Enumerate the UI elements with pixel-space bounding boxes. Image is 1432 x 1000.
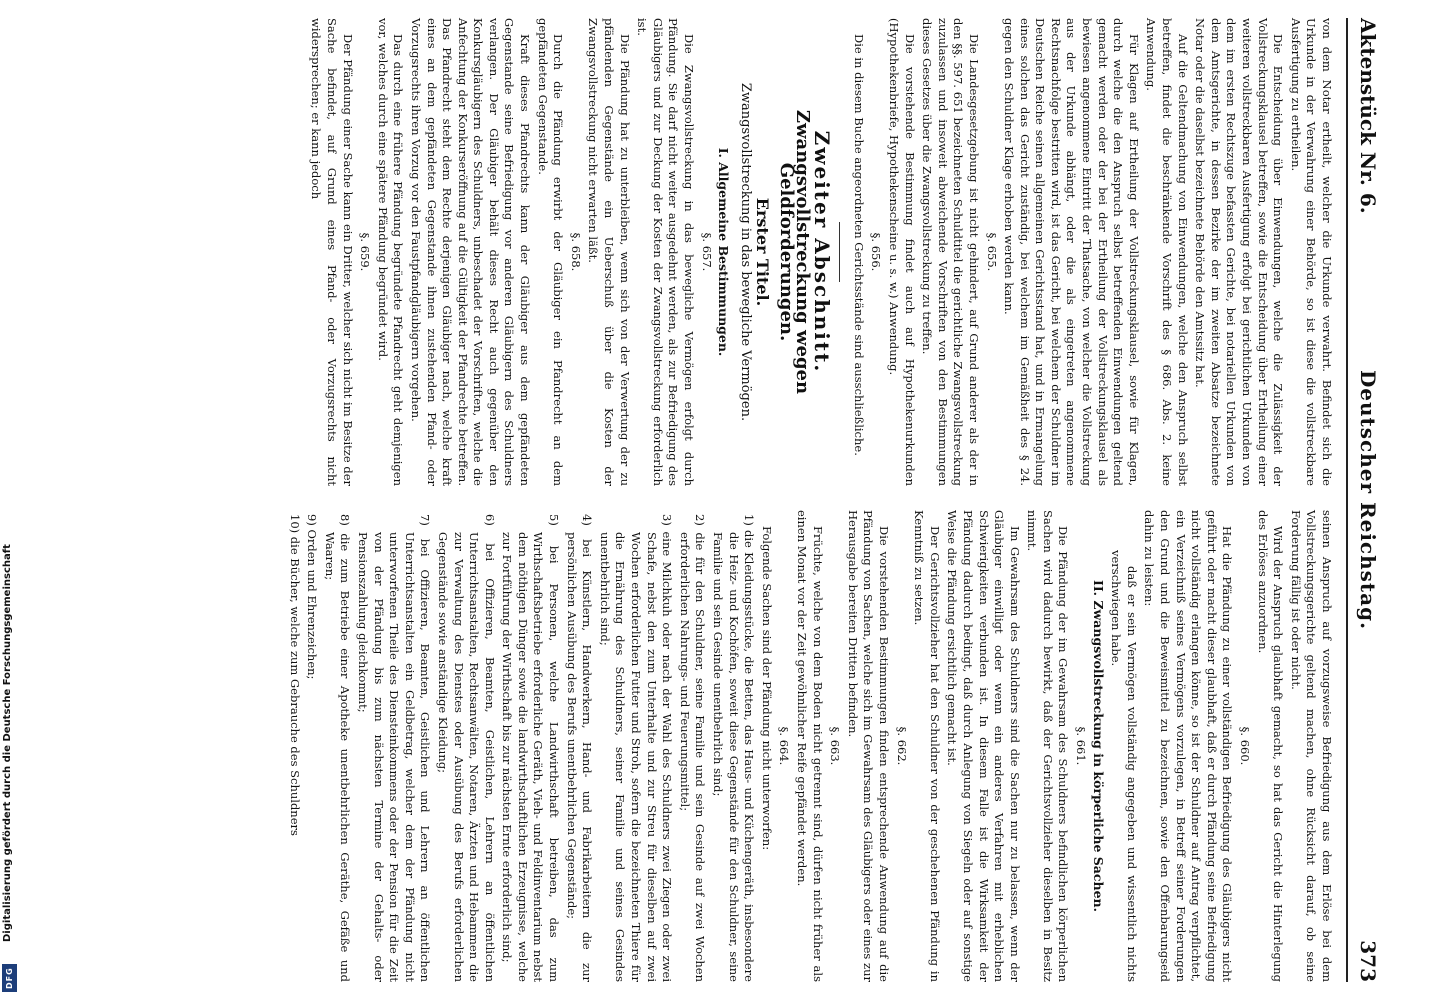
paragraph: Wird der Anspruch glaubhaft gemacht, so hat das Gericht die Hinterlegung des Erlöses anzuordnen. bbox=[1255, 510, 1286, 982]
section-number: §. 655. bbox=[984, 232, 999, 272]
section-number: §. 662. bbox=[894, 726, 909, 766]
page-title: Deutscher Reichstag. bbox=[1356, 369, 1380, 631]
list-item: 3) eine Milchkuh oder nach der Wahl des Schuldners zwei Ziegen oder zwei Schafe, nebst den zum Unterhalte und zur Streu für dieselben auf zwei Wochen erforderlichen Futter und Stroh, sofern die bezeichneten Thiere für die Ernährung des Schuldners, seiner Familie und seines Gesindes unentbehrlich sind; bbox=[597, 514, 675, 982]
title-heading: Erster Titel. bbox=[753, 197, 773, 307]
paragraph: Die Entscheidung über Einwendungen, welche die Zulässigkeit der Vollstreckungsklausel betreffen, sowie die Entscheidung über Ertheilung einer weiteren vollstreckbaren Ausfertigung erfolgt bei gerichtlichen Urkunden von dem im ersten Rechtszuge befassten Gerichte, bei notariellen Urkunden von dem Amtsgerichte, in dessen Bezirke der im zweiten Absatze bezeichnete Notar oder die daselbst bezeichnete Behörde den Amtssitz hat. bbox=[1193, 18, 1286, 486]
document-number: Aktenstück Nr. 6. bbox=[1356, 18, 1380, 214]
scanned-page bbox=[110, 0, 1400, 1000]
list-item: 10) die Bücher, welche zum Gebrauche des Schuldners bbox=[287, 514, 302, 836]
list-item: 8) die zum Betriebe einer Apotheke unentbehrlichen Geräthe, Gefäße und Waaren; bbox=[322, 514, 353, 982]
funding-credit bbox=[0, 0, 22, 1000]
section-number: §. 658. bbox=[568, 232, 583, 272]
paragraph: Die Pfändung der im Gewahrsam des Schuldners befindlichen körperlichen Sachen wird dadurch bewirkt, daß der Gerichtsvollzieher dieselben in Besitz nimmt. bbox=[1025, 510, 1071, 982]
paragraph: Im Gewahrsam des Schuldners sind die Sachen nur zu belassen, wenn der Gläubiger einwilligt oder wenn ein anderes Verfahren mit erheblichen Schwierigkeiten verbunden ist. In diesem Falle ist die Wirksamkeit der Pfändung dadurch bedingt, daß durch Anlegung von Siegeln oder auf sonstige Weise die Pfändung ersichtlich gemacht ist. bbox=[945, 510, 1022, 982]
paragraph: Das durch eine frühere Pfändung begründete Pfandrecht geht demjenigen vor, welches durch eine spätere Pfändung begründet wird. bbox=[375, 18, 406, 486]
list-item: 4) bei Künstlern, Handwerkern, Hand- und Fabrikarbeitern die zur persönlichen Ausübung des Berufs unentbehrlichen Gegenstände; bbox=[564, 514, 595, 982]
dfg-logo-icon[interactable]: DFG bbox=[2, 964, 17, 992]
section-number: §. 660. bbox=[1238, 726, 1253, 766]
list-item: 6) bei Offizieren, Beamten, Geistlichen, Lehrern an öffentlichen Unterrichtsanstalten, Rechtsanwälten, Notaren, Ärzten und Hebammen die zur Verwaltung des Dienstes oder Ausübung des Berufs erforderlichen Gegenstände sowie anständige Kleidung; bbox=[435, 514, 497, 982]
paragraph: von dem Notar ertheilt, welcher die Urkunde verwahrt. Befindet sich die Urkunde in der Verwahrung einer Behörde, so ist diese die vollstreckbare Ausfertigung zu ertheilen. bbox=[1288, 18, 1334, 486]
page-number: 373 bbox=[1356, 940, 1380, 982]
subsection-heading: II. Zwangsvollstreckung in körperliche Sachen. bbox=[1090, 579, 1106, 912]
title-subheading: Zwangsvollstreckung in das bewegliche Vermögen. bbox=[737, 82, 753, 422]
paragraph: Durch die Pfändung erwirbt der Gläubiger ein Pfandrecht an dem gepfändeten Gegenstande. bbox=[535, 18, 566, 486]
paragraph: Der Pfändung einer Sache kann ein Dritter, welcher sich nicht im Besitze der Sache befindet, auf Grund eines Pfand- oder Vorzugsrechts nicht widersprechen; er kann jedoch bbox=[309, 18, 355, 486]
paragraph: Kraft dieses Pfandrechts kann der Gläubiger aus dem gepfändeten Gegenstande seine Befriedigung vor anderen Gläubigern des Schuldners verlangen. Der Gläubiger behält dieses Recht auch gegenüber den Konkursgläubigern des Schuldners, unbeschadet der Vorschriften, welche die Anfechtung der Konkurseröffnung auf die Gültigkeit der Pfandrechte betreffen. Das Pfandrecht steht dem Rechte derjenigen Gläubiger nach, welche kraft eines an dem gepfändeten Gegenstande ihnen zustehenden Pfand- oder Vorzugsrechts ihren Vorzug vor den Faustpfandgläubigern vorgehen. bbox=[408, 18, 533, 486]
paragraph: Die Zwangsvollstreckung in das bewegliche Vermögen erfolgt durch Pfändung. Sie darf nicht weiter ausgedehnt werden, als zur Befriedigung des Gläubigers und zur Deckung der Kosten der Zwangsvollstreckung erforderlich ist. bbox=[635, 18, 697, 486]
part-subheading: Zwangsvollstreckung wegen Geldforderungen. bbox=[776, 109, 813, 395]
list-item: 9) Orden und Ehrenzeichen; bbox=[305, 514, 320, 680]
funding-credit-text: Digitalisierung gefördert durch die Deutsche Forschungsgemeinschaft bbox=[2, 544, 13, 942]
paragraph: Für Klagen auf Ertheilung der Vollstreckungsklausel, sowie für Klagen, durch welche die den Anspruch selbst betreffenden Einwendungen geltend gemacht werden oder der bei der Ertheilung der Vollstreckungsklausel als bewiesen angenommene Eintritt der Thatsache, von welcher die Vollstreckung aus der Urkunde abhängt, oder die als eingetreten angenommene Rechtsnachfolge bestritten wird, ist das Gericht, bei welchem der Schuldner im Deutschen Reiche seinen allgemeinen Gerichtsstand hat, und in Ermangelung eines solchen das Gericht zuständig, bei welchem im Gemäßheit des § 24. gegen den Schuldner Klage erhoben werden kann. bbox=[1002, 18, 1141, 486]
section-number: §. 656. bbox=[869, 232, 884, 272]
paragraph: Folgende Sachen sind der Pfändung nicht unterworfen: bbox=[759, 526, 774, 851]
list-item: 1) die Kleidungsstücke, die Betten, das Haus- und Küchengeräth, insbesondere die Heiz- und Kochöfen, soweit diese Gegenstände für den Schuldner, seine Familie und sein Gesinde unentbehrlich sind; bbox=[711, 514, 757, 982]
section-number: §. 657. bbox=[699, 232, 714, 272]
paragraph: Die Landesgesetzgebung ist nicht gehindert, auf Grund anderer als der in den §§. 597. 651 bezeichneten Schuldtitel die gerichtliche Zwangsvollstreckung zuzulassen und insoweit abweichende Vorschriften von den Bestimmungen dieses Gesetzes über die Zwangsvollstreckung zu treffen. bbox=[920, 18, 981, 486]
section-number: §. 661. bbox=[1074, 726, 1089, 766]
paragraph: Der Gerichtsvollzieher hat den Schuldner von der geschehenen Pfändung in Kenntniß zu setzen. bbox=[912, 510, 942, 982]
paragraph: Früchte, welche von dem Boden nicht getrennt sind, dürfen nicht früher als einen Monat vor der Zeit gewöhnlicher Reife gepfändet werden. bbox=[795, 510, 825, 982]
list-item: 5) bei Personen, welche Landwirthschaft betreiben, das zum Wirthschaftsbetriebe erforderliche Geräth, Vieh- und Feldinventarium nebst dem nöthigen Dünger sowie die landwirthschaftlichen Erzeugnisse, welche zur Fortführung der Wirthschaft bis zur nächsten Ernte erforderlich sind; bbox=[500, 514, 562, 982]
paragraph: Die vorstehende Bestimmung findet auch auf Hypothekenurkunden (Hypothekenbriefe, Hypothekenscheine u. s. w.) Anwendung. bbox=[886, 18, 917, 486]
subsection-heading: I. Allgemeine Bestimmungen. bbox=[716, 147, 732, 357]
page-header bbox=[1346, 18, 1382, 982]
section-number: §. 664. bbox=[777, 726, 792, 766]
paragraph: Die in diesem Buche angeordneten Gerichtsstände sind ausschließliche. bbox=[851, 34, 866, 456]
paragraph: Die vorstehenden Bestimmungen finden entsprechende Anwendung auf die Pfändung von Sachen, welche sich im Gewahrsam des Gläubigers oder eines zur Herausgabe bereiten Dritten befinden. bbox=[845, 510, 891, 982]
paragraph: Hat die Pfändung zu einer vollständigen Befriedigung des Gläubigers nicht geführt oder macht dieser glaubhaft, daß er durch Pfändung seine Befriedigung nicht vollständig erlangen könne, so ist der Schuldner auf Antrag verpflichtet, ein Verzeichniß seines Vermögens vorzulegen, in Betreff seiner Forderungen den Grund und die Beweismittel zu bezeichnen, sowie den Offenbarungseid dahin zu leisten: bbox=[1142, 510, 1235, 982]
section-number: §. 659. bbox=[358, 232, 373, 272]
list-item: 7) bei Offizieren, Beamten, Geistlichen und Lehrern an öffentlichen Unterrichtsanstalten ein Geldbetrag, welcher dem der Pfändung nicht unterworfenen Theile des Diensteinkommens oder der Pension für die Zeit von der Pfändung bis zum nächsten Termine der Gehalts- oder Pensionszahlung gleichkommt; bbox=[355, 514, 433, 982]
divider bbox=[839, 222, 840, 282]
list-item: 2) die für den Schuldner, seine Familie und sein Gesinde auf zwei Wochen erforderlichen Nahrungs- und Feuerungsmittel; bbox=[677, 514, 708, 982]
part-heading: Zweiter Abschnitt. bbox=[810, 130, 835, 374]
right-column bbox=[284, 510, 1334, 982]
left-column bbox=[306, 18, 1334, 486]
section-number: §. 663. bbox=[828, 726, 843, 766]
paragraph: Auf die Geltendmachung von Einwendungen, welche den Anspruch selbst betreffen, findet die beschränkende Vorschrift des § 686. Abs. 2. keine Anwendung. bbox=[1144, 18, 1190, 486]
paragraph: daß er sein Vermögen vollständig angegeben und wissentlich nichts verschwiegen habe. bbox=[1109, 550, 1139, 982]
paragraph: Die Pfändung hat zu unterbleiben, wenn sich von der Verwertung der zu pfändenden Gegenstände ein Ueberschuß über die Kosten der Zwangsvollstreckung nicht erwarten läßt. bbox=[586, 18, 632, 486]
paragraph: seinen Anspruch auf vorzugsweise Befriedigung aus dem Erlöse bei dem Vollstreckungsgerichte geltend machen, ohne Rücksicht darauf, ob seine Forderung fällig ist oder nicht. bbox=[1288, 510, 1334, 982]
